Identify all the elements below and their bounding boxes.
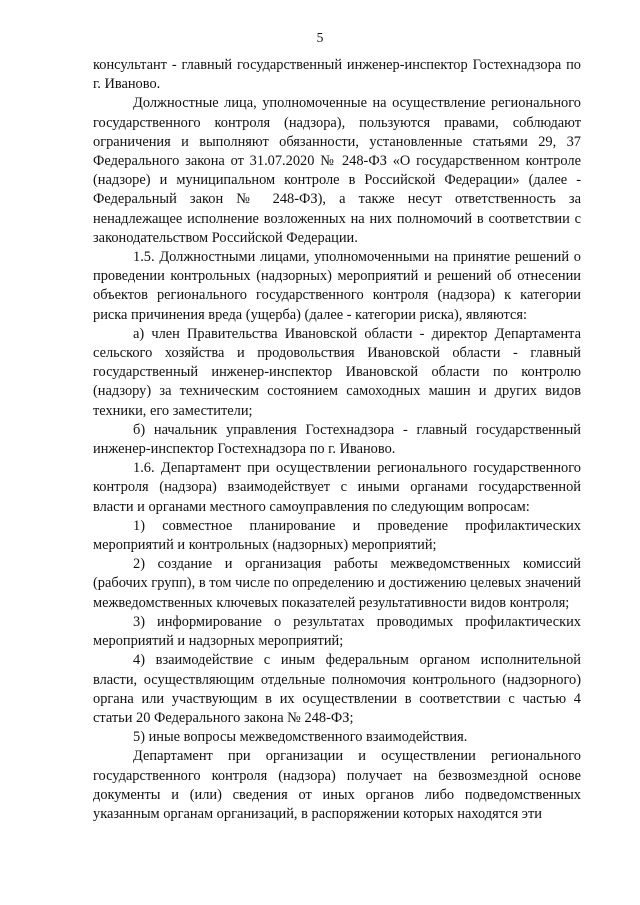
list-item-1: 1) совместное планирование и проведение профилактических мероприятий и контрольных (надзорных) мероприятий;: [93, 517, 581, 554]
paragraph-officials-rights: Должностные лица, уполномоченные на осуществление регионального государственного контроля (надзора), пользуются правами, соблюдают ограничения и выполняют обязанности, установленные статьями 29, 37 Федерального закона от 31.07.2020 № 248-ФЗ «О государственном контроле (надзоре) и муниципальном контроле в Российской Федерации» (далее - Федеральный закон № 248-ФЗ), а также несут ответственность за ненадлежащее исполнение возложенных на них полномочий в соответствии с законодательством Российской Федерации.: [93, 95, 581, 246]
list-item-a: а) член Правительства Ивановской области - директор Департамента сельского хозяйства и продовольствия Ивановской области - главный государственный инженер-инспектор Ивановской области по контролю (надзору) за техническим состоянием самоходных машин и других видов техники, его заместители;: [93, 325, 581, 419]
list-item-2: 2) создание и организация работы межведомственных комиссий (рабочих групп), в том числе по определению и достижению целевых значений межведомственных ключевых показателей результативности видов контроля;: [93, 556, 581, 611]
document-body: [93, 56, 581, 824]
list-item-b: б) начальник управления Гостехнадзора - главный государственный инженер-инспектор Гостехнадзора по г. Иваново.: [93, 421, 581, 458]
list-item-5: 5) иные вопросы межведомственного взаимодействия.: [133, 729, 468, 746]
paragraph-consultant-continuation: консультант - главный государственный инженер-инспектор Гостехнадзора по г. Иваново.: [93, 57, 581, 93]
paragraph-1-6-interaction: 1.6. Департамент при осуществлении регионального государственного контроля (надзора) взаимодействует с иными органами государственной власти и органами местного самоуправления по следующим вопросам:: [93, 460, 581, 515]
list-item-4: 4) взаимодействие с иным федеральным органом исполнительной власти, осуществляющим отдельные полномочия контрольного (надзорного) органа или участвующим в их осуществлении в соответствии с частью 4 статьи 20 Федерального закона № 248-ФЗ;: [93, 652, 581, 726]
paragraph-documents-receipt: Департамент при организации и осуществлении регионального государственного контроля (надзора) получает на безвозмездной основе документы и (или) сведения от иных органов либо подведомственных указанным органам организаций, в распоряжении которых находятся эти: [93, 748, 581, 822]
page-number: 5: [316, 30, 324, 45]
list-item-3: 3) информирование о результатах проводимых профилактических мероприятий и надзорных мероприятий;: [93, 613, 581, 650]
paragraph-1-5-decision-makers: 1.5. Должностными лицами, уполномоченными на принятие решений о проведении контрольных (надзорных) мероприятий и решений об отнесении объектов регионального государственного контроля (надзора) к категории риска причинения вреда (ущерба) (далее - категории риска), являются:: [93, 249, 581, 323]
